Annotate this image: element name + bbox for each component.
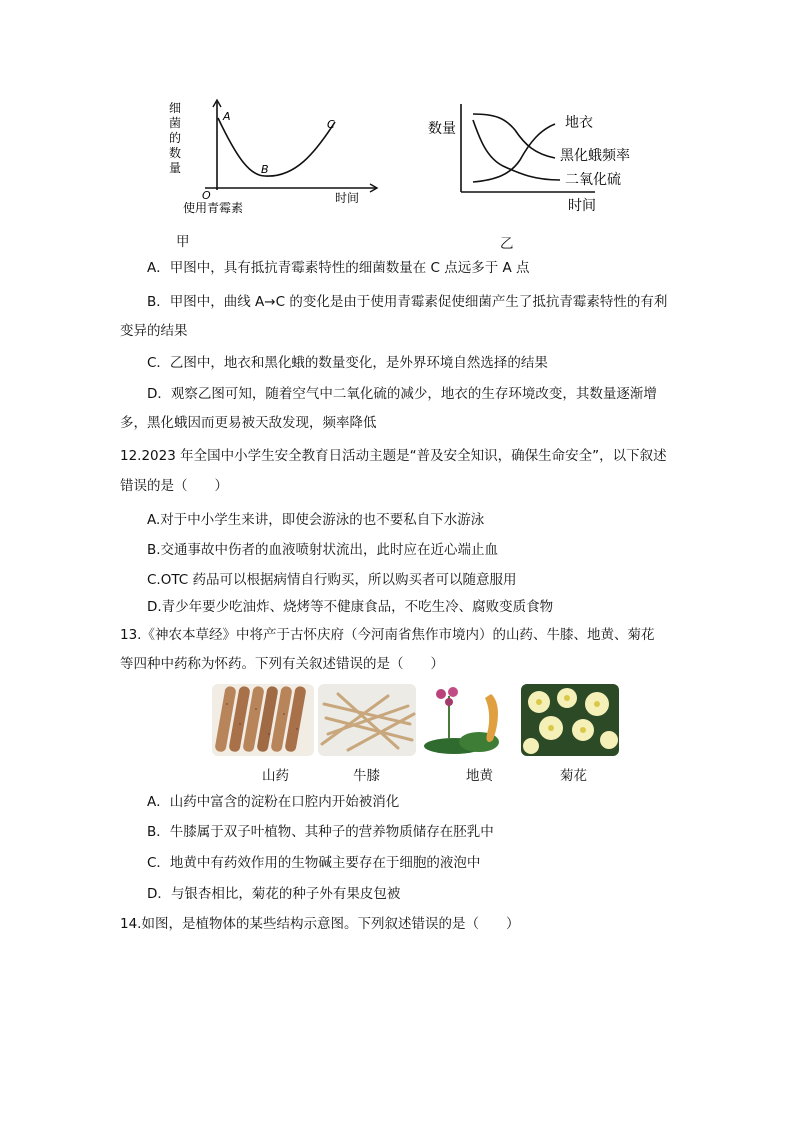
herb-label-achyranthes: 牛膝 [353, 768, 380, 784]
chrysanthemum-drawing [521, 684, 619, 756]
yi-series-label-1: 地衣 [565, 115, 593, 131]
achyranthes-drawing [318, 684, 416, 756]
jia-origin: O [202, 189, 211, 202]
figure-jia [165, 98, 380, 218]
q12-option-b: B.交通事故中伤者的血液喷射状流出，此时应在近心端止血 [147, 542, 499, 558]
q13-option-d: D．与银杏相比，菊花的种子外有果皮包被 [147, 886, 401, 902]
figure-yi-caption: 乙 [500, 236, 514, 252]
q11-option-b-line1: B．甲图中，曲线 A→C 的变化是由于使用青霉素促使细菌产生了抵抗青霉素特性的有利 [147, 294, 668, 310]
q13-stem-line2: 等四种中药称为怀药。下列有关叙述错误的是（ ） [120, 656, 444, 672]
figure-jia-caption: 甲 [176, 234, 190, 250]
herb-label-yam: 山药 [262, 768, 289, 784]
q11-option-d-line1: D．观察乙图可知，随着空气中二氧化硫的减少，地衣的生存环境改变，其数量逐渐增 [147, 386, 657, 402]
jia-xlabel-right: 时间 [335, 191, 360, 205]
yi-series-label-2: 黑化蛾频率 [560, 148, 630, 164]
q13-option-c: C．地黄中有药效作用的生物碱主要存在于细胞的液泡中 [147, 855, 481, 871]
q12-option-c: C.OTC 药品可以根据病情自行购买，所以购买者可以随意服用 [147, 572, 517, 588]
q12-option-d: D.青少年要少吃油炸、烧烤等不健康食品，不吃生冷、腐败变质食物 [147, 599, 554, 615]
jia-point-c: C [327, 118, 335, 131]
q12-stem-line1: 12.2023 年全国中小学生安全教育日活动主题是“普及安全知识，确保生命安全”，以下叙述 [120, 448, 667, 464]
yam-drawing [212, 684, 314, 756]
jia-curve [218, 118, 335, 176]
herb-image-chrysanthemum [521, 684, 619, 756]
yi-series-moth [473, 114, 555, 158]
herb-label-chrysanthemum: 菊花 [560, 768, 587, 784]
q11-option-a: A．甲图中，具有抵抗青霉素特性的细菌数量在 C 点远多于 A 点 [147, 260, 530, 276]
q11-option-c: C．乙图中，地衣和黑化蛾的数量变化，是外界环境自然选择的结果 [147, 355, 548, 371]
herb-image-achyranthes [318, 684, 416, 756]
q12-option-a: A.对于中小学生来讲，即使会游泳的也不要私自下水游泳 [147, 512, 485, 528]
q13-option-b: B．牛膝属于双子叶植物、其种子的营养物质储存在胚乳中 [147, 824, 494, 840]
jia-ylabel-2: 菌 [168, 116, 182, 130]
q11-option-d-line2: 多，黑化蛾因而更易被天敌发现，频率降低 [120, 415, 377, 431]
q12-stem-line2: 错误的是（ ） [120, 478, 228, 494]
jia-ylabel-4: 数 [168, 146, 182, 160]
q13-option-a: A．山药中富含的淀粉在口腔内开始被消化 [147, 794, 400, 810]
jia-ylabel-1: 细 [168, 101, 182, 115]
jia-point-b: B [261, 163, 269, 176]
herb-image-yam [212, 684, 314, 756]
figure-yi [425, 100, 650, 220]
q11-option-b-line2: 变异的结果 [120, 323, 188, 339]
yi-series-lichen [473, 124, 555, 182]
yi-series-label-3: 二氧化硫 [565, 172, 621, 188]
q14-stem: 14.如图，是植物体的某些结构示意图。下列叙述错误的是（ ） [120, 916, 520, 932]
herb-image-rehmannia [419, 684, 517, 756]
jia-xlabel-left: 使用青霉素 [183, 201, 244, 215]
q13-stem-line1: 13.《神农本草经》中将产于古怀庆府（今河南省焦作市境内）的山药、牛膝、地黄、菊花 [120, 627, 655, 643]
yi-ylabel: 数量 [428, 121, 456, 137]
yi-xlabel: 时间 [568, 198, 596, 214]
jia-ylabel-3: 的 [168, 131, 182, 145]
jia-ylabel-5: 量 [168, 161, 182, 175]
rehmannia-drawing [419, 684, 517, 756]
jia-point-a: A [223, 110, 231, 123]
herb-label-rehmannia: 地黄 [466, 768, 493, 784]
